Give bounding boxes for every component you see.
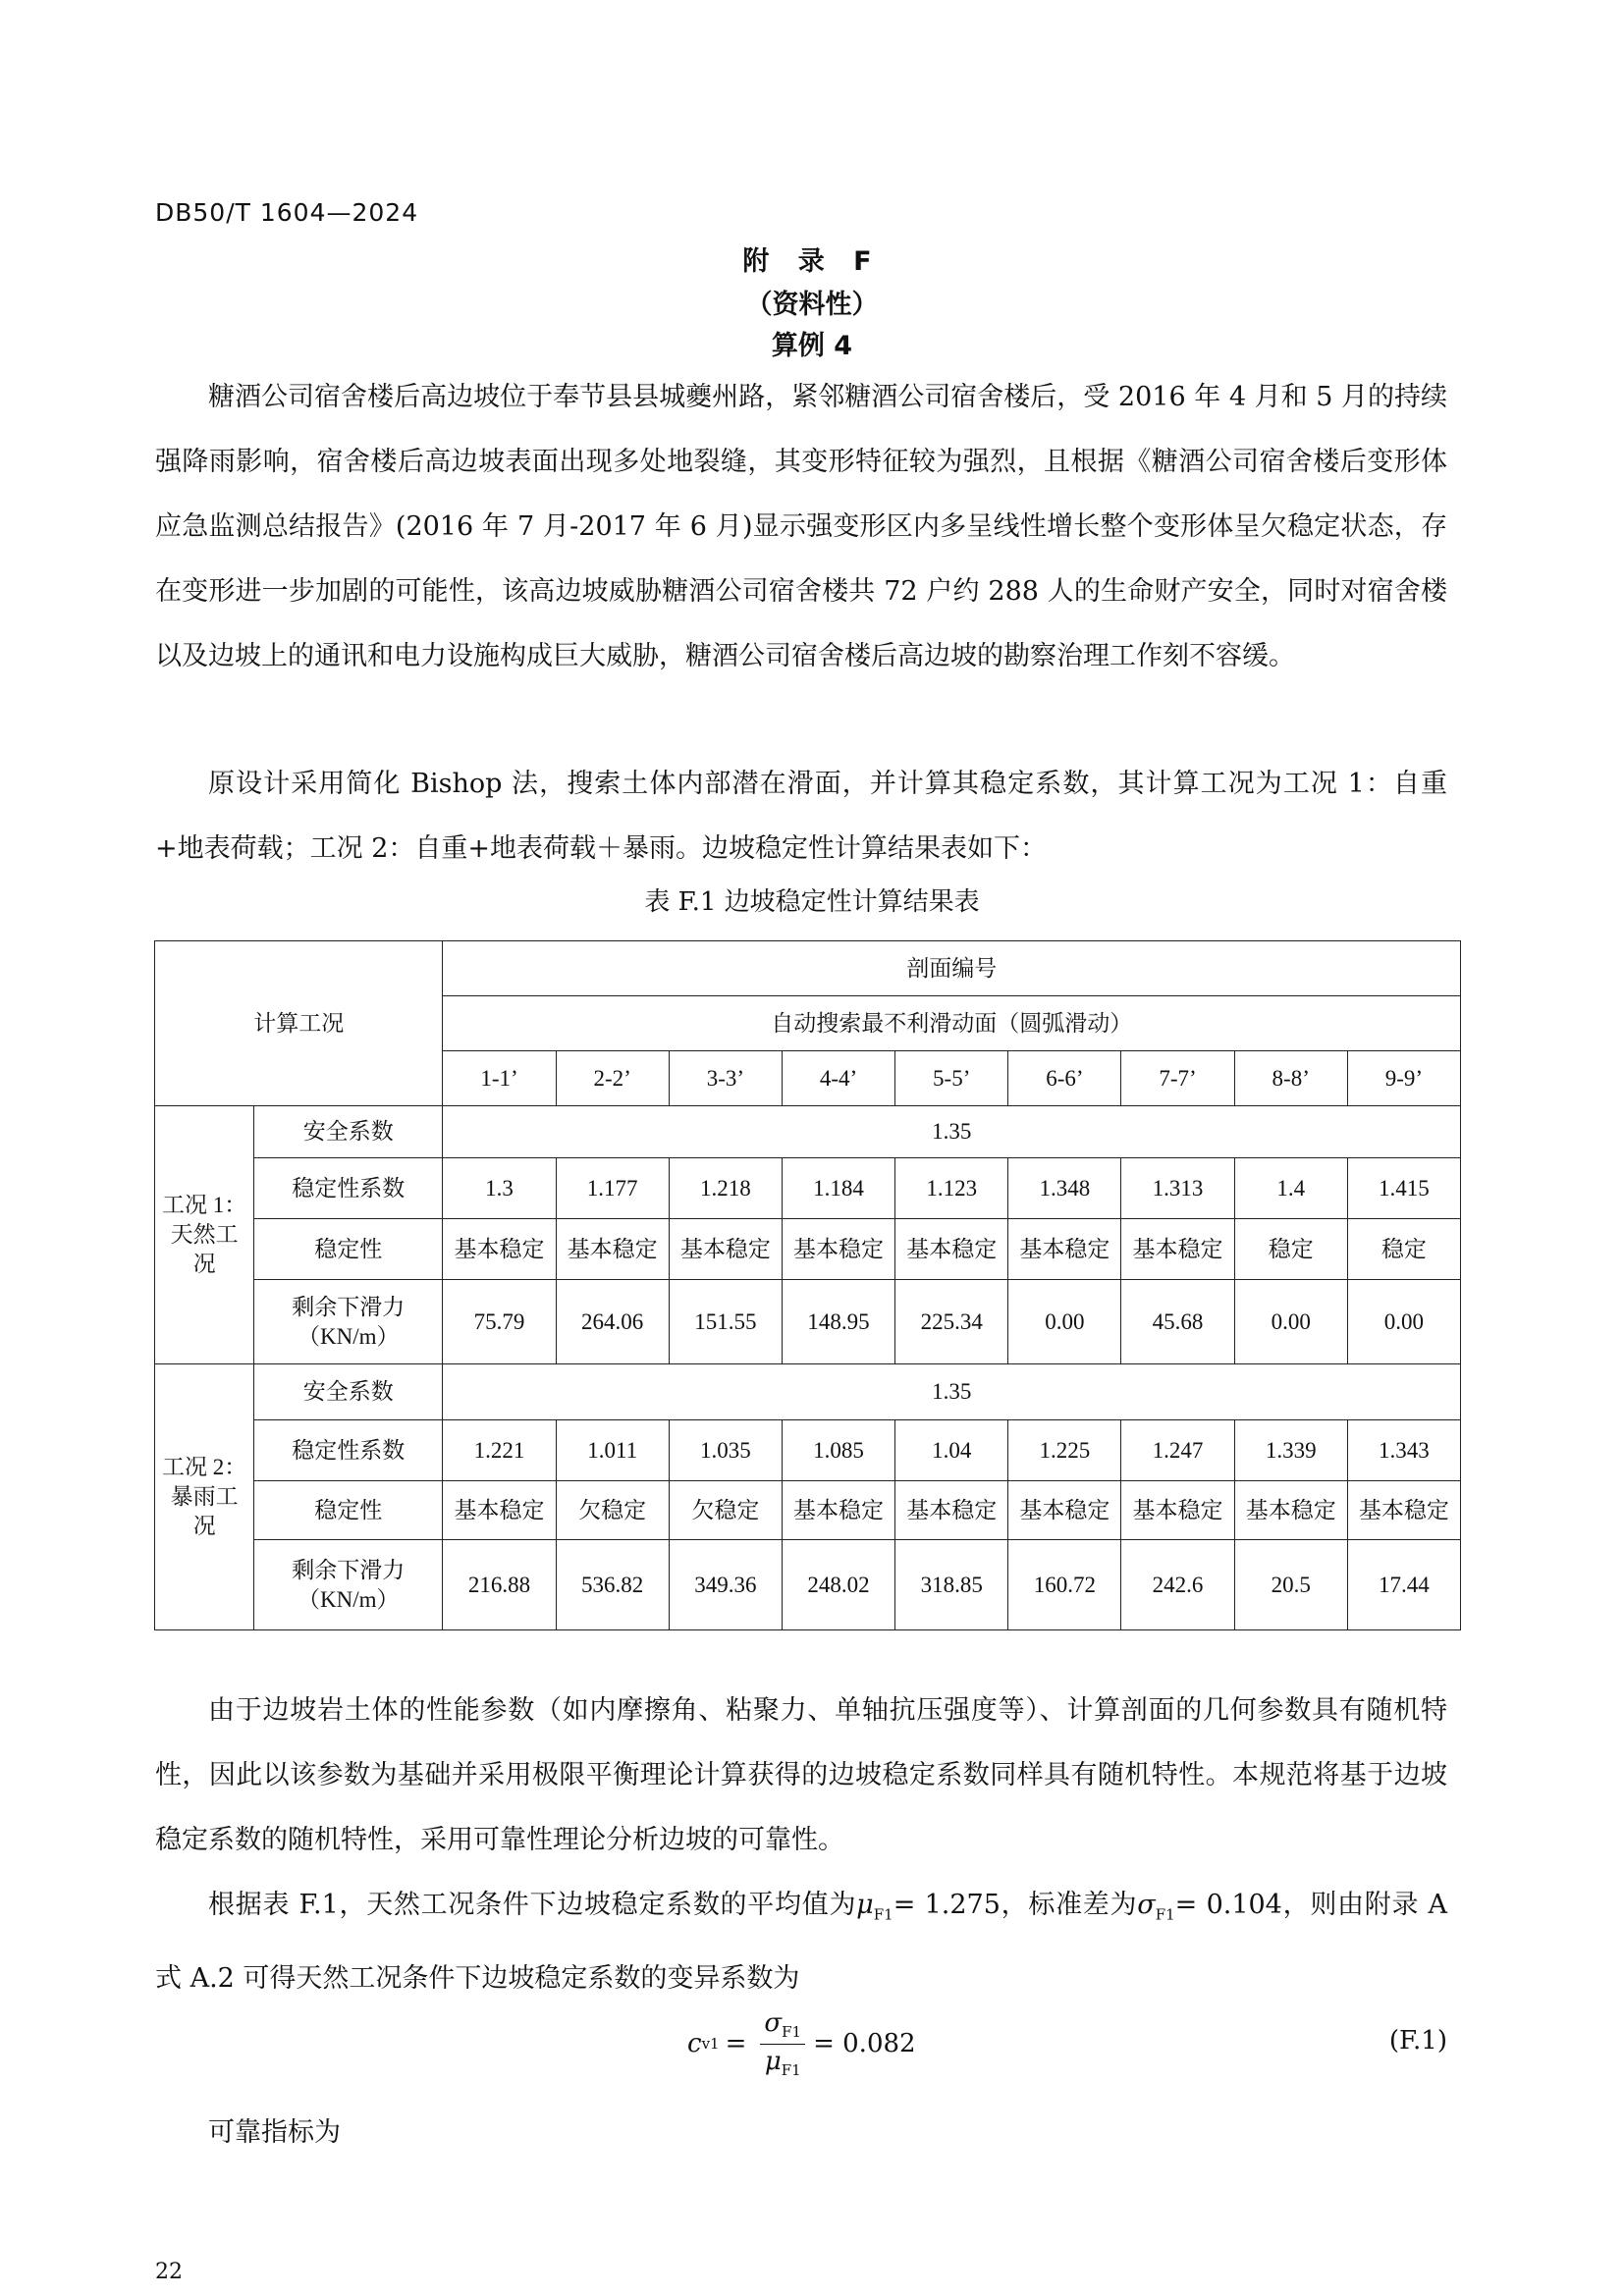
formula-numerator (760, 2008, 805, 2044)
standard-code: DB50/T 1604—2024 (155, 198, 419, 227)
case1-residual-cell: 0.00 (1347, 1280, 1460, 1364)
case2-stability-cell: 基本稳定 (782, 1481, 894, 1540)
case2-residual-cell: 160.72 (1008, 1540, 1121, 1630)
case1-label-line: 天然工 (170, 1222, 239, 1248)
row-label-safety: 安全系数 (254, 1364, 443, 1420)
stats-text: 根据表 F.1，天然工况条件下边坡稳定系数的平均值为 (208, 1890, 857, 1920)
case2-residual-cell: 248.02 (782, 1540, 894, 1630)
case1-residual-cell: 75.79 (443, 1280, 556, 1364)
section-header: 6-6’ (1008, 1051, 1121, 1106)
section-header: 4-4’ (782, 1051, 894, 1106)
case1-stability-cell: 基本稳定 (782, 1219, 894, 1280)
case2-residual-cell: 17.44 (1347, 1540, 1460, 1630)
formula-fraction (760, 2008, 805, 2078)
sigma-symbol: σ (1137, 1890, 1156, 1920)
case2-label-line: 暴雨工 (170, 1484, 239, 1510)
case2-stability-cell: 基本稳定 (443, 1481, 556, 1540)
row-label-safety: 安全系数 (254, 1106, 443, 1158)
header-section-number: 剖面编号 (443, 941, 1461, 996)
formula-den-sub: F1 (781, 2060, 801, 2079)
formula-number: (F.1) (1388, 2026, 1447, 2056)
case2-coef-cell: 1.339 (1234, 1420, 1347, 1481)
section-header: 8-8’ (1234, 1051, 1347, 1106)
case1-stability-cell: 基本稳定 (556, 1219, 669, 1280)
formula-lhs: c (687, 2029, 702, 2058)
case2-residual-cell: 242.6 (1121, 1540, 1234, 1630)
appendix-title: 附 录 F (742, 246, 882, 277)
residual-label-unit: （KN/m） (298, 1323, 400, 1349)
header-search-method: 自动搜索最不利滑动面（圆弧滑动） (443, 996, 1461, 1051)
section-header: 9-9’ (1347, 1051, 1460, 1106)
mu-value: = 1.275 (893, 1890, 1001, 1920)
case2-stability-cell: 欠稳定 (669, 1481, 782, 1540)
formula-lhs-sub: v1 (701, 2035, 720, 2053)
residual-label-unit: （KN/m） (298, 1586, 400, 1612)
sigma-value: = 0.104 (1174, 1890, 1282, 1920)
case2-residual-cell: 216.88 (443, 1540, 556, 1630)
formula-result: = 0.082 (813, 2029, 916, 2058)
case2-stability-cell: 基本稳定 (1121, 1481, 1234, 1540)
mu-symbol: μ (856, 1890, 874, 1920)
case1-label (155, 1106, 254, 1364)
row-label-stability-coef: 稳定性系数 (254, 1158, 443, 1219)
case1-residual-cell: 45.68 (1121, 1280, 1234, 1364)
case2-stability-cell: 基本稳定 (1234, 1481, 1347, 1540)
stats-text: ，标准差为 (1000, 1890, 1138, 1920)
case1-stability-cell: 稳定 (1347, 1219, 1460, 1280)
section-header: 1-1’ (443, 1051, 556, 1106)
case2-stability-cell: 欠稳定 (556, 1481, 669, 1540)
case1-coef-cell: 1.218 (669, 1158, 782, 1219)
mu-subscript: F1 (873, 1905, 893, 1924)
case1-stability-cell: 基本稳定 (669, 1219, 782, 1280)
case1-residual-cell: 225.34 (895, 1280, 1008, 1364)
case1-coef-cell: 1.184 (782, 1158, 894, 1219)
paragraph-reliability: 可靠指标为 (208, 2117, 341, 2148)
case1-label-line: 工况 1： (161, 1193, 247, 1218)
case2-residual-cell: 20.5 (1234, 1540, 1347, 1630)
section-header: 3-3’ (669, 1051, 782, 1106)
row-label-stability: 稳定性 (254, 1219, 443, 1280)
paragraph-statistics (155, 1873, 1447, 2011)
formula-den-symbol: μ (764, 2046, 782, 2076)
appendix-nature: （资料性） (745, 290, 879, 320)
case1-coef-cell: 1.3 (443, 1158, 556, 1219)
example-title: 算例 4 (771, 331, 853, 361)
case2-residual-cell: 318.85 (895, 1540, 1008, 1630)
case1-coef-cell: 1.348 (1008, 1158, 1121, 1219)
residual-label-line: 剩余下滑力 (292, 1294, 406, 1319)
paragraph-randomness: 由于边坡岩土体的性能参数（如内摩擦角、粘聚力、单轴抗压强度等）、计算剖面的几何参数具有随机特性，因此以该参数为基础并采用极限平衡理论计算获得的边坡稳定系数同样具有随机特性。本规范将基于边坡稳定系数的随机特性，采用可靠性理论分析边坡的可靠性。 (155, 1695, 1447, 1855)
case2-residual-cell: 536.82 (556, 1540, 669, 1630)
paragraph-background: 糖酒公司宿舍楼后高边坡位于奉节县县城夔州路，紧邻糖酒公司宿舍楼后，受 2016 年 4 月和 5 月的持续强降雨影响，宿舍楼后高边坡表面出现多处地裂缝，其变形特征较为强烈，且根据《糖酒公司宿舍楼后变形体应急监测总结报告》(2016 年 7 月-2017 年 6 月)显示强变形区内多呈线性增长整个变形体呈欠稳定状态，存在变形进一步加剧的可能性，该高边坡威胁糖酒公司宿舍楼共 72 户约 288 人的生命财产安全，同时对宿舍楼以及边坡上的通讯和电力设施构成巨大威胁，糖酒公司宿舍楼后高边坡的勘察治理工作刻不容缓。 (155, 382, 1448, 671)
case1-stability-cell: 基本稳定 (1008, 1219, 1121, 1280)
formula-denominator (761, 2045, 805, 2079)
table-caption: 表 F.1 边坡稳定性计算结果表 (644, 887, 980, 917)
case2-coef-cell: 1.343 (1347, 1420, 1460, 1481)
case2-label-line: 况 (192, 1513, 216, 1538)
case2-label-line: 工况 2： (161, 1455, 247, 1480)
row-label-stability: 稳定性 (254, 1481, 443, 1540)
row-label-residual (254, 1280, 443, 1364)
case1-residual-cell: 264.06 (556, 1280, 669, 1364)
stats-text: ，则由附录 A 式 A.2 可得天然工况条件下边坡稳定系数的变异系数为 (155, 1890, 1447, 1995)
paragraph-method: 原设计采用简化 Bishop 法，搜索土体内部潜在滑面，并计算其稳定系数，其计算工况为工况 1：自重+地表荷载；工况 2：自重+地表荷载＋暴雨。边坡稳定性计算结果表如下： (155, 769, 1447, 864)
formula-num-sub: F1 (782, 2023, 802, 2042)
case2-coef-cell: 1.247 (1121, 1420, 1234, 1481)
formula-f1 (687, 1999, 916, 2089)
case2-label (155, 1364, 254, 1630)
case2-coef-cell: 1.035 (669, 1420, 782, 1481)
case1-coef-cell: 1.313 (1121, 1158, 1234, 1219)
row-label-residual (254, 1540, 443, 1630)
case1-safety-value: 1.35 (443, 1106, 1461, 1158)
case2-coef-cell: 1.04 (895, 1420, 1008, 1481)
case2-coef-cell: 1.085 (782, 1420, 894, 1481)
section-header: 2-2’ (556, 1051, 669, 1106)
formula-num-symbol: σ (764, 2008, 783, 2039)
case2-coef-cell: 1.225 (1008, 1420, 1121, 1481)
case1-residual-cell: 148.95 (782, 1280, 894, 1364)
sigma-subscript: F1 (1155, 1905, 1175, 1924)
case2-stability-cell: 基本稳定 (895, 1481, 1008, 1540)
case1-coef-cell: 1.177 (556, 1158, 669, 1219)
case2-coef-cell: 1.011 (556, 1420, 669, 1481)
case1-residual-cell: 0.00 (1234, 1280, 1347, 1364)
row-label-stability-coef: 稳定性系数 (254, 1420, 443, 1481)
case2-residual-cell: 349.36 (669, 1540, 782, 1630)
case1-stability-cell: 基本稳定 (443, 1219, 556, 1280)
case1-residual-cell: 151.55 (669, 1280, 782, 1364)
case2-stability-cell: 基本稳定 (1008, 1481, 1121, 1540)
residual-label-line: 剩余下滑力 (292, 1557, 406, 1582)
case1-coef-cell: 1.415 (1347, 1158, 1460, 1219)
header-calc-case: 计算工况 (155, 941, 443, 1106)
case1-coef-cell: 1.4 (1234, 1158, 1347, 1219)
section-header: 5-5’ (895, 1051, 1008, 1106)
case1-coef-cell: 1.123 (895, 1158, 1008, 1219)
section-header: 7-7’ (1121, 1051, 1234, 1106)
case2-coef-cell: 1.221 (443, 1420, 556, 1481)
case1-stability-cell: 基本稳定 (1121, 1219, 1234, 1280)
case1-stability-cell: 基本稳定 (895, 1219, 1008, 1280)
page-number: 22 (155, 2260, 183, 2284)
case2-safety-value: 1.35 (443, 1364, 1461, 1420)
case1-label-line: 况 (192, 1251, 216, 1276)
case1-stability-cell: 稳定 (1234, 1219, 1347, 1280)
case1-residual-cell: 0.00 (1008, 1280, 1121, 1364)
case2-stability-cell: 基本稳定 (1347, 1481, 1460, 1540)
stability-results-table (154, 940, 1461, 1630)
formula-equals: = (725, 2029, 747, 2058)
